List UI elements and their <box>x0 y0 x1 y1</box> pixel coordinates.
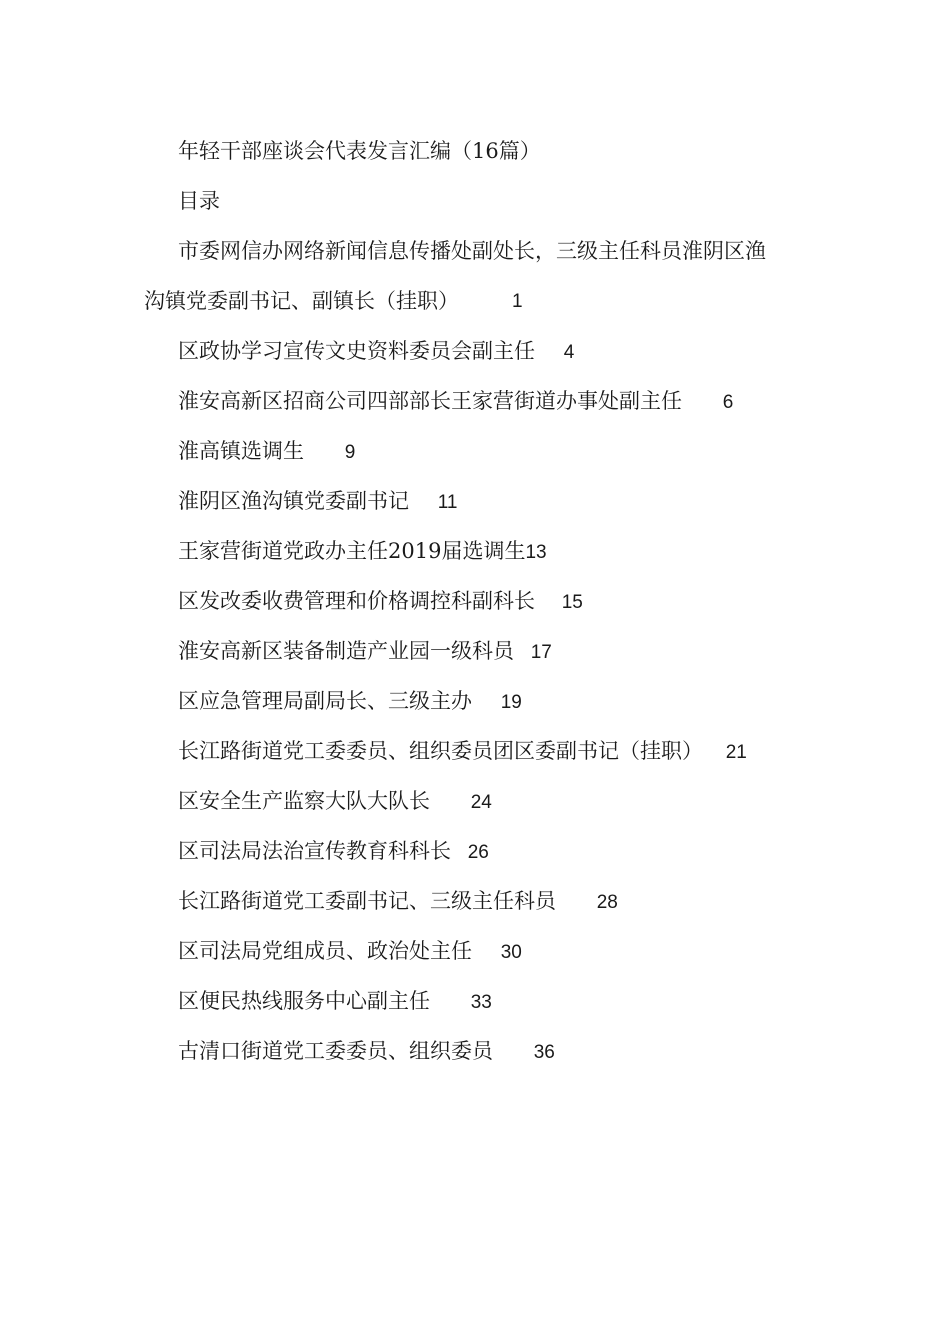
toc-page-number: 21 <box>725 742 747 763</box>
toc-entry <box>178 686 522 718</box>
toc-entry-text: 王家营街道党政办主任2019届选调生 <box>178 539 526 563</box>
toc-heading-text: 目录 <box>178 189 220 213</box>
toc-page-number: 36 <box>533 1042 555 1063</box>
toc-page-number: 9 <box>344 442 356 463</box>
toc-page-number: 24 <box>470 792 492 813</box>
toc-entry-line <box>178 236 766 266</box>
toc-entry <box>178 1036 555 1068</box>
toc-entry-text: 区应急管理局副局长、三级主办 <box>178 689 472 713</box>
toc-page-number: 15 <box>561 592 583 613</box>
toc-entry <box>178 486 457 518</box>
toc-entry <box>178 436 355 468</box>
toc-entry-text: 区安全生产监察大队大队长 <box>178 789 430 813</box>
toc-entry <box>178 336 574 368</box>
toc-entry-text: 区司法局党组成员、政治处主任 <box>178 939 472 963</box>
toc-entry <box>178 836 489 868</box>
toc-entry <box>178 886 618 918</box>
toc-page-number: 26 <box>467 842 489 863</box>
toc-entry-text: 长江路街道党工委委员、组织委员团区委副书记（挂职） <box>178 739 703 763</box>
toc-entry-text: 区发改委收费管理和价格调控科副科长 <box>178 589 535 613</box>
document-title <box>178 136 541 166</box>
toc-entry-text: 淮安高新区招商公司四部部长王家营街道办事处副主任 <box>178 389 682 413</box>
toc-entry-text: 淮阴区渔沟镇党委副书记 <box>178 489 409 513</box>
toc-entry-text: 区便民热线服务中心副主任 <box>178 989 430 1013</box>
toc-entry <box>178 386 733 418</box>
toc-entry <box>178 536 547 568</box>
toc-page-number: 30 <box>500 942 522 963</box>
toc-heading <box>178 186 220 216</box>
toc-entry-text: 长江路街道党工委副书记、三级主任科员 <box>178 889 556 913</box>
toc-entry <box>178 736 747 768</box>
toc-entry-text: 区政协学习宣传文史资料委员会副主任 <box>178 339 535 363</box>
toc-entry <box>178 986 492 1018</box>
toc-entry-line <box>144 286 523 316</box>
toc-page-number: 17 <box>530 642 552 663</box>
toc-entry-text: 淮高镇选调生 <box>178 439 304 463</box>
toc-page-number: 11 <box>437 492 458 513</box>
toc-page-number: 28 <box>596 892 618 913</box>
toc-entry <box>178 786 492 818</box>
toc-entry-text: 淮安高新区装备制造产业园一级科员 <box>178 639 514 663</box>
document-title-text: 年轻干部座谈会代表发言汇编（16篇） <box>178 139 541 163</box>
toc-page-number: 4 <box>563 342 575 363</box>
toc-entry-text: 沟镇党委副书记、副镇长（挂职） <box>144 289 459 313</box>
toc-page-number: 6 <box>722 392 734 413</box>
toc-entry <box>178 936 522 968</box>
toc-entry <box>178 636 552 668</box>
toc-entry-text: 区司法局法治宣传教育科科长 <box>178 839 451 863</box>
toc-entry <box>178 586 583 618</box>
toc-page-number: 1 <box>512 291 523 312</box>
toc-entry-text: 市委网信办网络新闻信息传播处副处长，三级主任科员淮阴区渔 <box>178 239 766 263</box>
toc-page-number: 19 <box>500 692 522 713</box>
toc-page-number: 13 <box>525 542 547 563</box>
toc-page-number: 33 <box>470 992 492 1013</box>
toc-entry-text: 古清口街道党工委委员、组织委员 <box>178 1039 493 1063</box>
